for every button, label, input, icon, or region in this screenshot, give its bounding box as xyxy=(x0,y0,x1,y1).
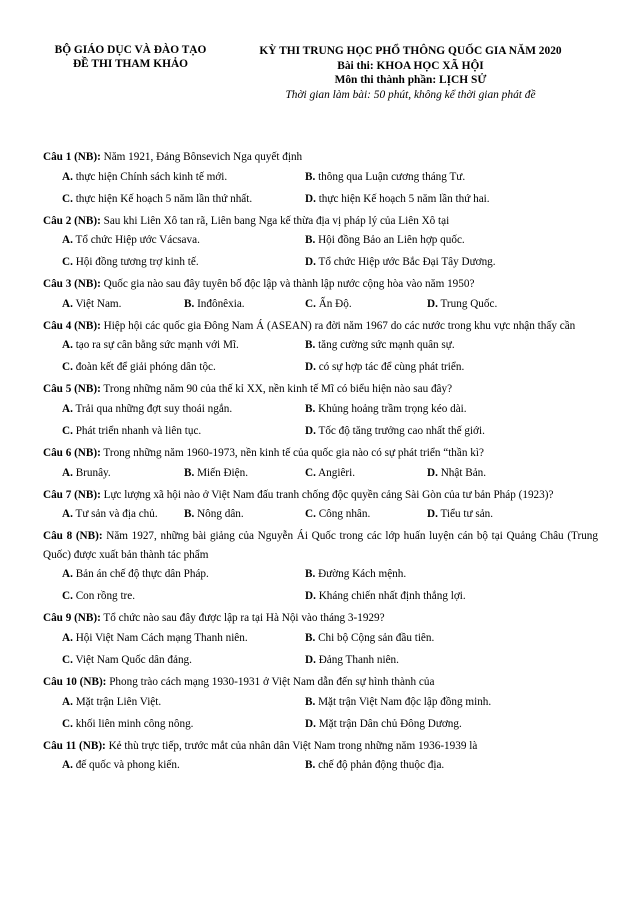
question xyxy=(43,486,598,527)
option-letter: A. xyxy=(62,466,73,479)
option-letter: A. xyxy=(62,759,73,772)
option-text: Mặt trận Dân chủ Đông Dương. xyxy=(315,717,462,730)
answer-option xyxy=(427,298,497,311)
answer-option xyxy=(305,654,399,667)
answer-option xyxy=(62,759,180,772)
option-letter: B. xyxy=(184,297,195,310)
option-letter: D. xyxy=(305,192,316,205)
option-row xyxy=(43,167,598,189)
option-text: Mặt trận Liên Việt. xyxy=(72,695,162,708)
ministry-block xyxy=(43,44,218,72)
option-letter: D. xyxy=(305,361,316,374)
question-stem xyxy=(43,275,598,294)
option-text: Hội Việt Nam Cách mạng Thanh niên. xyxy=(72,631,248,644)
answer-option xyxy=(62,425,201,438)
option-letter: C. xyxy=(62,256,73,269)
question-stem xyxy=(43,737,598,756)
question-number: Câu 8 (NB): xyxy=(43,530,103,543)
option-letter: B. xyxy=(184,466,195,479)
option-text: Inđônêxia. xyxy=(194,297,245,310)
option-text: Miến Điện. xyxy=(194,466,249,479)
answer-option xyxy=(305,425,485,438)
answer-option xyxy=(305,403,467,416)
option-text: Hội đồng Bảo an Liên hợp quốc. xyxy=(315,234,465,247)
option-text: Việt Nam Quốc dân đảng. xyxy=(72,653,192,666)
option-letter: C. xyxy=(305,508,316,521)
option-letter: C. xyxy=(62,192,73,205)
question xyxy=(43,148,598,211)
answer-option xyxy=(62,718,193,731)
answer-option xyxy=(62,403,232,416)
option-letter: B. xyxy=(305,759,316,772)
answer-option xyxy=(62,632,248,645)
option-row xyxy=(43,755,598,777)
answer-option xyxy=(62,193,252,206)
option-letter: A. xyxy=(62,695,73,708)
option-letter: D. xyxy=(427,508,438,521)
answer-option xyxy=(305,467,355,480)
option-row xyxy=(43,230,598,252)
question xyxy=(43,317,598,380)
option-letter: B. xyxy=(305,402,316,415)
option-row xyxy=(43,399,598,421)
option-text: thực hiện Kế hoạch 5 năm lần thứ hai. xyxy=(315,192,490,205)
option-letter: D. xyxy=(427,466,438,479)
option-text: thực hiện Chính sách kinh tế mới. xyxy=(72,170,228,183)
option-text: Việt Nam. xyxy=(72,297,122,310)
option-text: đế quốc và phong kiến. xyxy=(72,759,180,772)
option-text: Khủng hoảng trầm trọng kéo dài. xyxy=(315,402,467,415)
question-text: Phong trào cách mạng 1930-1931 ở Việt Nam dẫn đến sự hình thành của xyxy=(106,675,435,688)
question-text: Năm 1921, Đảng Bônsevich Nga quyết định xyxy=(100,151,303,163)
option-text: Tốc độ tăng trưởng cao nhất thế giới. xyxy=(315,424,485,437)
option-row xyxy=(43,421,598,443)
option-text: Tổ chức Hiệp ước Bắc Đại Tây Dương. xyxy=(315,256,496,269)
answer-option xyxy=(305,696,491,709)
option-text: thông qua Luận cương tháng Tư. xyxy=(315,170,466,183)
option-row xyxy=(43,628,598,650)
option-text: Tổ chức Hiệp ước Vácsava. xyxy=(72,234,200,247)
question-text: Năm 1927, những bài giảng của Nguyễn Ái Quốc trong các lớp huấn luyện cán bộ tại Quảng Châu (Trung Quốc) được xuất bản thành tác phẩm xyxy=(43,530,598,561)
option-letter: D. xyxy=(305,424,316,437)
option-letter: B. xyxy=(305,170,316,183)
option-text: Mặt trận Việt Nam độc lập đồng minh. xyxy=(315,695,492,708)
answer-option xyxy=(305,256,496,269)
exam-type: ĐỀ THI THAM KHẢO xyxy=(72,57,189,70)
question xyxy=(43,527,598,608)
answer-option xyxy=(305,339,455,352)
question-number: Câu 1 (NB): xyxy=(43,151,101,163)
question-list xyxy=(43,148,598,777)
question xyxy=(43,212,598,275)
option-text: Con rồng tre. xyxy=(72,590,136,603)
option-row xyxy=(43,564,598,586)
exam-duration: Thời gian làm bài: 50 phút, không kể thời gian phát đề xyxy=(285,88,536,101)
option-text: Trải qua những đợt suy thoái ngắn. xyxy=(72,402,233,415)
question xyxy=(43,673,598,736)
exam-title: KỲ THI TRUNG HỌC PHỔ THÔNG QUỐC GIA NĂM 2020 xyxy=(259,45,562,57)
option-letter: C. xyxy=(62,424,73,437)
question-stem xyxy=(43,486,598,505)
question xyxy=(43,444,598,485)
option-text: Chi bộ Cộng sản đầu tiên. xyxy=(315,631,435,644)
question-stem xyxy=(43,527,598,564)
question-stem xyxy=(43,673,598,692)
option-letter: B. xyxy=(184,508,195,521)
option-letter: A. xyxy=(62,234,73,247)
option-text: Đảng Thanh niên. xyxy=(315,653,399,666)
answer-option xyxy=(62,361,216,374)
question-number: Câu 2 (NB): xyxy=(43,214,101,227)
answer-option xyxy=(305,568,406,581)
question-text: Lực lượng xã hội nào ở Việt Nam đấu tranh chống độc quyền cảng Sài Gòn của tư bản Pháp (1923)? xyxy=(100,488,554,501)
question-text: Tổ chức nào sau đây được lập ra tại Hà Nội vào tháng 3-1929? xyxy=(100,612,385,625)
question-text: Hiệp hội các quốc gia Đông Nam Á (ASEAN) ra đời năm 1967 do các nước trong khu vực nhận thấy cần xyxy=(100,319,576,332)
option-text: Trung Quốc. xyxy=(437,297,498,310)
option-row xyxy=(43,586,598,608)
option-text: Bản án chế độ thực dân Pháp. xyxy=(72,568,209,581)
answer-option xyxy=(62,590,135,603)
option-text: thực hiện Kế hoạch 5 năm lần thứ nhất. xyxy=(72,192,253,205)
answer-option xyxy=(305,361,464,374)
question-number: Câu 3 (NB): xyxy=(43,278,101,291)
option-text: Phát triển nhanh và liên tục. xyxy=(72,424,202,437)
answer-option xyxy=(62,696,161,709)
option-letter: A. xyxy=(62,170,73,183)
option-letter: D. xyxy=(305,590,316,603)
question-text: Kẻ thù trực tiếp, trước mắt của nhân dân Việt Nam trong những năm 1936-1939 là xyxy=(105,739,478,752)
option-text: có sự hợp tác để cùng phát triển. xyxy=(315,361,465,374)
answer-option xyxy=(62,171,227,184)
option-row xyxy=(43,714,598,736)
question-text: Trong những năm 1960-1973, nền kinh tế của quốc gia nào có sự phát triển “thần kì? xyxy=(100,446,484,459)
option-letter: A. xyxy=(62,402,73,415)
option-letter: C. xyxy=(305,466,316,479)
question xyxy=(43,609,598,672)
answer-option xyxy=(305,718,462,731)
option-text: Nông dân. xyxy=(194,508,244,521)
option-letter: A. xyxy=(62,297,73,310)
option-text: Angiêri. xyxy=(315,466,356,479)
exam-info-block xyxy=(223,44,598,102)
answer-option xyxy=(427,508,493,521)
question-number: Câu 6 (NB): xyxy=(43,446,101,459)
answer-option xyxy=(305,234,465,247)
answer-option xyxy=(305,508,370,521)
question-text: Quốc gia nào sau đây tuyên bố độc lập và thành lập nước cộng hòa vào năm 1950? xyxy=(100,278,475,291)
option-text: đoàn kết để giải phóng dân tộc. xyxy=(72,361,216,374)
question-stem xyxy=(43,444,598,463)
question-number: Câu 5 (NB): xyxy=(43,383,101,396)
option-letter: B. xyxy=(305,695,316,708)
question-text: Sau khi Liên Xô tan rã, Liên bang Nga kế thừa địa vị pháp lý của Liên Xô tại xyxy=(100,214,450,227)
option-text: Hội đồng tương trợ kinh tế. xyxy=(72,256,199,269)
option-row xyxy=(43,463,598,485)
answer-option xyxy=(305,759,444,772)
option-letter: B. xyxy=(305,568,316,581)
answer-option xyxy=(427,467,486,480)
question-number: Câu 9 (NB): xyxy=(43,612,101,625)
answer-option xyxy=(62,467,111,480)
option-letter: B. xyxy=(305,631,316,644)
option-letter: B. xyxy=(305,339,316,352)
question xyxy=(43,380,598,443)
option-row xyxy=(43,504,598,526)
option-row xyxy=(43,335,598,357)
answer-option xyxy=(62,568,209,581)
question-number: Câu 4 (NB): xyxy=(43,319,101,332)
question xyxy=(43,737,598,778)
question-number: Câu 7 (NB): xyxy=(43,488,101,501)
option-letter: D. xyxy=(305,717,316,730)
answer-option xyxy=(62,508,158,521)
answer-option xyxy=(62,256,199,269)
option-text: Brunây. xyxy=(72,466,111,479)
option-text: tạo ra sự cân bằng sức mạnh với Mĩ. xyxy=(72,339,239,352)
option-letter: A. xyxy=(62,568,73,581)
option-text: Tư sản và địa chủ. xyxy=(72,508,158,521)
question-stem xyxy=(43,148,598,167)
answer-option xyxy=(62,234,200,247)
answer-option xyxy=(305,590,466,603)
option-letter: A. xyxy=(62,339,73,352)
answer-option xyxy=(305,298,352,311)
option-row xyxy=(43,294,598,316)
option-text: Kháng chiến nhất định thắng lợi. xyxy=(315,590,466,603)
exam-component: Môn thi thành phần: LỊCH SỬ xyxy=(334,74,487,87)
option-text: Công nhân. xyxy=(315,508,371,521)
answer-option xyxy=(62,298,121,311)
exam-subject: Bài thi: KHOA HỌC XÃ HỘI xyxy=(337,59,484,72)
question-number: Câu 11 (NB): xyxy=(43,739,106,752)
option-letter: C. xyxy=(62,590,73,603)
ministry-name: BỘ GIÁO DỤC VÀ ĐÀO TẠO xyxy=(54,44,207,56)
question-text: Trong những năm 90 của thế kỉ XX, nền kinh tế Mĩ có biểu hiện nào sau đây? xyxy=(100,383,453,396)
option-row xyxy=(43,692,598,714)
option-text: Ấn Độ. xyxy=(315,297,352,310)
question-stem xyxy=(43,380,598,399)
option-letter: A. xyxy=(62,631,73,644)
answer-option xyxy=(62,339,239,352)
option-text: chế độ phản động thuộc địa. xyxy=(315,759,445,772)
answer-option xyxy=(305,193,490,206)
option-row xyxy=(43,189,598,211)
answer-option xyxy=(62,654,192,667)
option-letter: D. xyxy=(305,653,316,666)
option-letter: B. xyxy=(305,234,316,247)
option-text: Tiểu tư sản. xyxy=(437,508,494,521)
exam-header xyxy=(43,44,598,148)
question-stem xyxy=(43,609,598,628)
question xyxy=(43,275,598,316)
option-text: Nhật Bản. xyxy=(437,466,487,479)
option-letter: C. xyxy=(62,717,73,730)
question-stem xyxy=(43,317,598,336)
answer-option xyxy=(184,467,248,480)
answer-option xyxy=(184,298,245,311)
question-number: Câu 10 (NB): xyxy=(43,675,107,688)
option-letter: C. xyxy=(62,653,73,666)
option-letter: C. xyxy=(62,361,73,374)
answer-option xyxy=(184,508,244,521)
option-text: khối liên minh công nông. xyxy=(72,717,194,730)
option-text: tăng cường sức mạnh quân sự. xyxy=(315,339,455,352)
option-row xyxy=(43,252,598,274)
option-letter: D. xyxy=(305,256,316,269)
answer-option xyxy=(305,632,434,645)
answer-option xyxy=(305,171,465,184)
option-letter: D. xyxy=(427,297,438,310)
option-text: Đường Kách mệnh. xyxy=(315,568,407,581)
option-row xyxy=(43,357,598,379)
option-letter: C. xyxy=(305,297,316,310)
question-stem xyxy=(43,212,598,231)
option-letter: A. xyxy=(62,508,73,521)
option-row xyxy=(43,650,598,672)
